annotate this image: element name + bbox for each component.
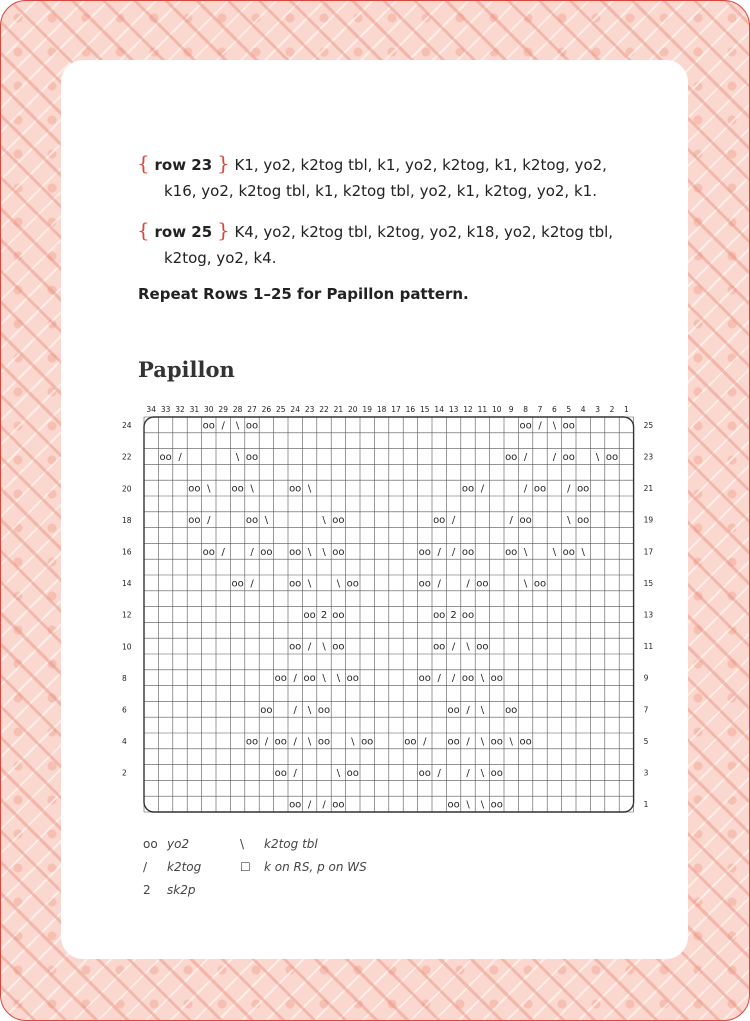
stitch-symbol: \ (466, 641, 470, 653)
stitch-symbol: oo (476, 578, 489, 590)
stitch-symbol: \ (250, 483, 254, 495)
stitch-symbol: oo (231, 578, 244, 590)
stitch-symbol: 2 (320, 610, 328, 621)
stitch-symbol: / (466, 704, 470, 716)
stitch-number: 27 (247, 405, 257, 414)
stitch-symbol: \ (307, 483, 312, 495)
row-number: 7 (643, 705, 649, 715)
stitch-symbol: oo (533, 483, 547, 495)
brace-right: } (216, 218, 230, 242)
stitch-number: 29 (218, 405, 228, 414)
stitch-symbol: \ (307, 546, 312, 558)
stitch-symbol: / (523, 452, 528, 463)
stitch-symbol: / (480, 483, 485, 495)
stitch-number: 7 (537, 405, 543, 414)
stitch-symbol: oo (361, 736, 374, 748)
stitch-symbol: \ (336, 578, 341, 590)
stitch-symbol: oo (505, 546, 518, 558)
stitch-symbol: oo (188, 483, 201, 495)
stitch-symbol: / (264, 736, 269, 748)
stitch-symbol: oo (533, 578, 547, 590)
legend-symbol: ☐ (240, 860, 251, 874)
stitch-symbol: / (451, 641, 456, 653)
stitch-symbol: oo (433, 641, 446, 653)
stitch-symbol: oo (202, 420, 215, 432)
stitch-symbol: oo (476, 641, 489, 653)
stitch-symbol: oo (317, 704, 331, 716)
legend-text: k on RS, p on WS (264, 860, 367, 874)
stitch-symbol: / (293, 673, 297, 685)
row-number: 4 (122, 737, 127, 747)
stitch-symbol: oo (418, 768, 431, 779)
stitch-symbol: oo (447, 736, 460, 748)
stitch-symbol: \ (307, 578, 312, 590)
stitch-number: 2 (609, 405, 615, 414)
stitch-symbol: \ (480, 673, 485, 685)
legend-text: k2tog tbl (264, 837, 318, 851)
stitch-symbol: oo (245, 420, 259, 432)
row-number: 23 (643, 452, 654, 462)
stitch-number: 24 (290, 405, 300, 414)
stitch-symbol: \ (581, 546, 585, 558)
stitch-symbol: / (466, 736, 470, 748)
stitch-symbol: oo (289, 641, 302, 653)
stitch-symbol: / (437, 578, 441, 590)
stitch-symbol: oo (418, 578, 431, 590)
legend-item (143, 837, 189, 851)
stitch-symbol: / (207, 515, 211, 527)
stitch-symbol: 2 (450, 610, 457, 621)
stitch-symbol: oo (332, 546, 345, 558)
stitch-symbol: oo (490, 768, 503, 779)
stitch-number: 5 (566, 405, 572, 414)
row-number: 5 (643, 736, 649, 746)
stitch-symbol: / (451, 515, 456, 527)
stitch-number: 32 (175, 405, 185, 414)
stitch-symbol: oo (404, 736, 417, 748)
row-number: 24 (122, 421, 132, 431)
row-number: 6 (122, 705, 127, 715)
stitch-symbol: oo (346, 768, 359, 779)
row-number: 11 (643, 642, 654, 652)
row-number: 15 (643, 578, 654, 588)
stitch-symbol: \ (595, 452, 600, 463)
stitch-symbol: / (178, 452, 182, 463)
row-number: 20 (122, 484, 132, 494)
legend-symbol: oo (143, 837, 158, 851)
stitch-symbol: oo (461, 610, 475, 621)
legend-item (143, 883, 195, 897)
stitch-number: 19 (362, 405, 372, 414)
stitch-symbol: \ (552, 420, 557, 432)
stitch-symbol: oo (346, 578, 359, 590)
stitch-number: 18 (376, 405, 387, 414)
stitch-symbol: \ (322, 641, 326, 653)
instruction-line: k2tog, yo2, k4. (164, 249, 277, 267)
row-number: 19 (643, 515, 654, 525)
stitch-symbol: / (509, 515, 513, 527)
stitch-number: 8 (523, 405, 528, 414)
row-number: 16 (122, 547, 132, 557)
stitch-symbol: \ (480, 736, 485, 748)
stitch-number: 25 (276, 405, 286, 414)
row-number: 2 (122, 768, 127, 778)
stitch-number: 28 (232, 405, 243, 414)
legend-item (240, 837, 318, 851)
knitting-chart (110, 398, 670, 818)
stitch-number: 20 (348, 405, 358, 414)
legend-item (240, 860, 367, 874)
stitch-number: 31 (189, 405, 200, 414)
stitch-symbol: oo (562, 420, 575, 432)
stitch-symbol: \ (480, 704, 485, 716)
stitch-symbol: oo (332, 610, 345, 621)
stitch-symbol: oo (505, 452, 518, 463)
stitch-symbol: / (221, 546, 225, 558)
stitch-number: 15 (420, 405, 430, 414)
stitch-symbol: oo (245, 736, 259, 748)
stitch-symbol: \ (336, 673, 341, 685)
stitch-symbol: oo (317, 736, 331, 748)
stitch-symbol: oo (519, 515, 532, 527)
stitch-symbol: \ (567, 515, 571, 527)
stitch-symbol: \ (264, 515, 269, 527)
stitch-number: 6 (552, 405, 557, 414)
stitch-symbol: oo (562, 546, 575, 558)
stitch-symbol: \ (523, 578, 528, 590)
legend-item (143, 860, 201, 874)
stitch-symbol: \ (322, 515, 326, 527)
stitch-symbol: oo (332, 641, 345, 653)
legend-text: yo2 (167, 837, 190, 851)
legend-symbol: \ (240, 837, 245, 851)
legend-text: k2tog (167, 860, 202, 874)
stitch-symbol: oo (577, 483, 590, 495)
stitch-number: 17 (391, 405, 401, 414)
stitch-symbol: / (437, 546, 441, 558)
row-number: 9 (643, 673, 649, 683)
instruction-line: k16, yo2, k2tog tbl, k1, k2tog tbl, yo2, k1, k2tog, yo2, k1. (164, 182, 597, 200)
stitch-symbol: oo (490, 799, 503, 811)
stitch-symbol: oo (562, 452, 575, 463)
stitch-symbol: \ (480, 799, 485, 811)
stitch-number: 21 (333, 405, 344, 414)
row-number: 18 (122, 515, 132, 525)
row-number: 1 (643, 800, 649, 810)
stitch-number: 30 (204, 405, 214, 414)
stitch-number: 4 (580, 405, 586, 414)
stitch-symbol: \ (336, 768, 341, 779)
stitch-symbol: oo (332, 799, 345, 811)
stitch-symbol: / (567, 483, 571, 495)
stitch-symbol: oo (447, 799, 460, 811)
stitch-number: 12 (463, 405, 473, 414)
stitch-number: 9 (508, 405, 514, 414)
stitch-number: 10 (492, 405, 502, 414)
stitch-symbol: / (250, 578, 254, 590)
stitch-symbol: oo (577, 515, 590, 527)
stitch-symbol: oo (289, 799, 302, 811)
stitch-symbol: \ (322, 673, 326, 685)
stitch-number: 14 (434, 405, 444, 414)
stitch-number: 22 (319, 405, 329, 414)
stitch-symbol: oo (519, 420, 532, 432)
stitch-symbol: / (322, 799, 326, 811)
row-23-instruction (137, 150, 617, 204)
row-number: 8 (122, 673, 127, 683)
stitch-symbol: oo (274, 736, 287, 748)
stitch-number: 16 (405, 405, 416, 414)
repeat-note: Repeat Rows 1–25 for Papillon pattern. (138, 285, 469, 303)
row-number: 21 (643, 484, 654, 494)
stitch-symbol: oo (289, 483, 302, 495)
stitch-number: 23 (304, 405, 315, 414)
stitch-symbol: \ (552, 546, 557, 558)
instruction-line: K1, yo2, k2tog tbl, k1, yo2, k2tog, k1, k2tog, yo2, (234, 156, 607, 174)
stitch-symbol: / (466, 768, 470, 779)
stitch-symbol: \ (351, 736, 355, 748)
stitch-symbol: oo (260, 704, 273, 716)
stitch-symbol: / (423, 736, 427, 748)
row-number: 17 (643, 547, 654, 557)
stitch-symbol: / (451, 673, 456, 685)
stitch-symbol: oo (260, 546, 273, 558)
stitch-number: 11 (477, 405, 488, 414)
stitch-symbol: \ (509, 736, 513, 748)
stitch-symbol: oo (245, 452, 259, 463)
stitch-symbol: oo (447, 704, 460, 716)
row-number: 13 (643, 610, 654, 620)
row-number: 12 (122, 610, 132, 620)
stitch-symbol: / (552, 452, 557, 463)
stitch-symbol: oo (188, 515, 201, 527)
stitch-symbol: oo (289, 546, 302, 558)
stitch-symbol: / (221, 420, 225, 432)
stitch-symbol: oo (346, 673, 359, 685)
stitch-number: 1 (624, 405, 629, 414)
stitch-number: 33 (160, 405, 171, 414)
stitch-symbol: oo (274, 768, 287, 779)
row-number: 25 (643, 420, 654, 430)
legend-symbol: 2 (143, 883, 151, 897)
legend-symbol: / (143, 860, 148, 874)
stitch-symbol: \ (322, 546, 326, 558)
stitch-symbol: / (293, 704, 297, 716)
stitch-number: 13 (448, 405, 459, 414)
stitch-symbol: oo (159, 452, 172, 463)
row-label: row 25 (154, 223, 213, 241)
stitch-symbol: oo (433, 515, 446, 527)
stitch-symbol: / (293, 736, 297, 748)
stitch-symbol: oo (303, 610, 316, 621)
stitch-symbol: \ (235, 420, 240, 432)
stitch-number: 3 (595, 405, 600, 414)
stitch-symbol: oo (461, 673, 475, 685)
chart-title: Papillon (138, 357, 235, 382)
stitch-symbol: oo (418, 546, 431, 558)
stitch-symbol: oo (505, 704, 518, 716)
stitch-symbol: / (437, 768, 441, 779)
stitch-symbol: / (250, 546, 254, 558)
stitch-symbol: oo (245, 515, 259, 527)
stitch-symbol: oo (519, 736, 532, 748)
stitch-symbol: oo (461, 546, 475, 558)
row-number: 10 (122, 642, 132, 652)
row-number: 22 (122, 452, 132, 462)
stitch-number: 26 (261, 405, 272, 414)
stitch-symbol: oo (461, 483, 475, 495)
stitch-symbol: / (307, 641, 312, 653)
stitch-symbol: oo (490, 736, 503, 748)
row-25-instruction (137, 217, 617, 271)
stitch-symbol: oo (274, 673, 287, 685)
stitch-symbol: \ (523, 546, 528, 558)
stitch-symbol: oo (418, 673, 431, 685)
stitch-number: 34 (146, 405, 156, 414)
stitch-symbol: \ (307, 704, 312, 716)
stitch-symbol: / (451, 546, 456, 558)
brace-left: { (137, 151, 150, 175)
stitch-symbol: oo (433, 610, 446, 621)
stitch-symbol: oo (202, 546, 215, 558)
row-number: 3 (643, 768, 649, 778)
instruction-line: K4, yo2, k2tog tbl, k2tog, yo2, k18, yo2, k2tog tbl, (234, 223, 614, 241)
row-label: row 23 (154, 156, 213, 174)
row-number: 14 (122, 579, 132, 589)
stitch-symbol: / (466, 578, 470, 590)
stitch-symbol: / (538, 420, 542, 432)
stitch-symbol: / (293, 768, 297, 779)
stitch-symbol: \ (307, 736, 312, 748)
stitch-symbol: / (523, 483, 528, 495)
stitch-symbol: oo (332, 515, 345, 527)
brace-left: { (137, 218, 150, 242)
stitch-symbol: \ (235, 452, 240, 463)
stitch-symbol: \ (466, 799, 470, 811)
stitch-symbol: oo (303, 673, 316, 685)
legend-text: sk2p (167, 883, 196, 897)
brace-right: } (216, 151, 230, 175)
stitch-symbol: / (307, 799, 312, 811)
stitch-symbol: \ (207, 483, 211, 495)
stitch-symbol: oo (289, 578, 302, 590)
stitch-symbol: oo (605, 452, 619, 463)
stitch-symbol: / (437, 673, 441, 685)
stitch-symbol: oo (231, 483, 244, 495)
stitch-symbol: \ (480, 768, 485, 779)
stitch-symbol: oo (490, 673, 503, 685)
